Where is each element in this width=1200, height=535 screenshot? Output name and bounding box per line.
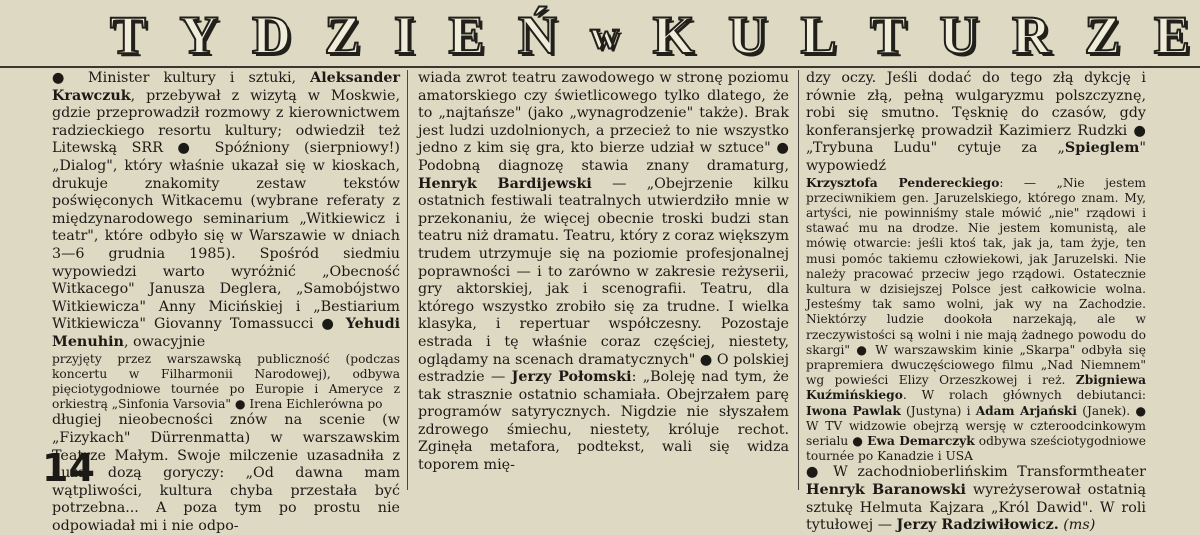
text-run: — „Obejrzenie kilku ostatnich festiwali teatralnych utwierdziło mnie w przekonaniu, że więcej obecnie troski budzi stan teatru niż dramatu. Teatru, który z coraz większym trudem utrzymuje się na poziomie profesjonalnej poprawności — i to zarówno w zakresie reżyserii, gry aktorskiej, jak i scenografii. Teatru, dla którego wszystko zrobiło się za trudne. I wielka klasyka, i repertuar współczesny. Pozostaje estrada i tę właśnie coraz częściej, niestety, oglądamy na scenach dramatycznych" ● O polskiej estradzie —: [418, 175, 789, 386]
small-paragraph: [806, 176, 1146, 465]
person-name: Henryk Bardijewski: [418, 175, 592, 192]
text-run: dzy oczy. Jeśli dodać do tego złą dykcję i równie złą, pełną wulgaryzmu polszczyznę, robi się smutno. Tęsknię do czasów, gdy konferansjerkę prowadził Kazimierz Rudzki ● „Trybuna Ludu" cytuje za „: [806, 70, 1146, 157]
person-name: Adam Arjański: [975, 403, 1078, 418]
magazine-name: Spieglem: [1064, 140, 1140, 157]
paragraph: [806, 464, 1146, 534]
person-name: Yehudi Menuhin: [52, 316, 400, 350]
title-letter: I: [393, 5, 415, 65]
column-3: [806, 70, 1146, 535]
person-name: Jerzy Połomski: [511, 369, 632, 386]
text-run: . W rolach głównych debiutanci:: [902, 388, 1146, 403]
paragraph: [418, 70, 789, 475]
person-name: Jerzy Radziwiłowicz.: [896, 517, 1059, 534]
text-run: ● W zachodnioberlińskim Transformtheater: [806, 464, 1146, 481]
text-run: odbywa sześciotygodniowe tournée po Kanadzie i USA: [806, 434, 1146, 464]
column-divider: [407, 70, 408, 490]
section-title: [110, 4, 1190, 66]
text-run: (Janek). ● W TV widzowie obejrzą wersję w czteroodcinkowym serialu ●: [806, 403, 1147, 449]
person-name: Krzysztofa Pendereckiego: [806, 175, 1000, 190]
title-letter: Z: [1084, 5, 1121, 65]
title-letter: Z: [324, 5, 361, 65]
person-name: Iwona Pawlak: [806, 403, 901, 418]
title-letter: T: [110, 5, 147, 65]
author-signature: (ms): [1058, 517, 1096, 534]
title-letter: Ń: [517, 5, 557, 65]
person-name: Aleksander Krawczuk: [52, 70, 400, 104]
title-letter: U: [728, 5, 768, 65]
column-1: [52, 70, 400, 535]
title-letter: R: [1011, 5, 1051, 65]
title-letter: E: [1153, 5, 1190, 65]
title-letter: w: [590, 12, 620, 57]
text-run: " wypowiedź: [806, 140, 1146, 174]
title-letter: Y: [179, 5, 219, 65]
title-letter: K: [652, 5, 695, 65]
person-name: Ewa Demarczyk: [867, 434, 975, 449]
text-run: ● Minister kultury i sztuki,: [52, 70, 311, 86]
text-run: : „Boleję nad tym, że tak strasznie ostatnio schamiała. Obejrzałem parę programów satyrycznych. Nigdzie nie słyszałem zdrowego śmiechu, niestety, króluje rechot. Zginęła metafora, podtekst, wali się widza toporem mię-: [418, 369, 790, 474]
title-letter: L: [800, 5, 837, 65]
column-2: [418, 70, 789, 475]
text-run: : — „Nie jestem przeciwnikiem gen. Jaruzelskiego, którego znam. My, artyści, nie powinniśmy stale mówić „nie" rządowi i stawać mu na drodze. Nie jestem komunistą, ale mówię otwarcie: jeśli ktoś tak, jak ja, tam żyje, ten musi pomóc takiemu człowiekowi, jak Jaruzelski. Nie należy pracować przeciw jego rządowi. Ostatecznie kultura w dzisiejszej Polsce jest całkowicie wolna. Jesteśmy tak samo wolni, jak wy na Zachodzie. Niektórzy ludzie dookoła narzekają, ale w rzeczywistości są wolni i nie mają żadnego powodu do skargi" ● W warszawskim kinie „Skarpa" odbyła się prapremiera dwuczęściowego filmu „Nad Niemnem" wg powieści Elizy Orzeszkowej i reż.: [806, 175, 1146, 388]
paragraph: [806, 70, 1146, 176]
paragraph: [52, 70, 400, 352]
person-name: Henryk Baranowski: [806, 482, 966, 499]
title-letter: E: [448, 5, 485, 65]
title-letter: T: [870, 5, 907, 65]
paragraph: długiej nieobecności znów na scenie (w „Fizykach" Dürrenmatta) w warszawskim Teatrze Małym. Swoje milczenie uzasadniła z dużą dozą goryczy: „Od dawna mam wątpliwości, kultura chyba przestała być potrzebna... A poza tym po prostu nie odpowiadał mi i nie odpo-: [52, 412, 400, 534]
text-run: , przebywał z wizytą w Moskwie, gdzie przeprowadził rozmowy z kierownictwem radzieckiego resortu kultury; odwiedził też Litewską SRR ● Spóźniony (sierpniowy!) „Dialog", który właśnie ukazał się w kioskach, drukuje znakomity zestaw tekstów poświęconych Witkacemu (wybrane referaty z międzynarodowego seminarium „Witkiewicz i teatr", które odbyło się w Warszawie w dniach 3—6 grudnia 1985). Spośród siedmiu wypowiedzi warto wyróżnić „Obecność Witkacego" Janusza Deglera, „Samobójstwo Witkiewicza" Anny Micińskiej i „Bestiarium Witkiewicza" Giovanny Tomassucci ●: [52, 87, 400, 333]
small-paragraph: przyjęty przez warszawską publiczność (podczas koncertu w Filharmonii Narodowej), odbywa pięciotygodniowe tournée po Europie i Ameryce z orkiestrą „Sinfonia Varsovia" ● Irena Eichlerówna po: [52, 351, 400, 412]
title-rule: [0, 66, 1200, 68]
page-number: 14: [42, 446, 95, 490]
person-name: Zbigniewa Kuźmińskiego: [806, 373, 1146, 403]
text-run: wyreżyserował ostatnią sztukę Helmuta Kajzara „Król Dawid". W roli tytułowej —: [806, 482, 1146, 534]
text-run: , owacyjnie: [123, 333, 206, 350]
title-letter: U: [939, 5, 979, 65]
text-run: (Justyna) i: [900, 403, 976, 418]
title-letter: D: [251, 5, 291, 65]
column-divider: [798, 70, 799, 490]
text-run: wiada zwrot teatru zawodowego w stronę poziomu amatorskiego czy świetlicowego tylko dlatego, że to „najtańsze" (jako „wynagrodzenie" także). Brak jest ludzi uzdolnionych, a przecież to nie wszystko jedno z kim się gra, kto bierze udział w sztuce" ● Podobną diagnozę stawia znany dramaturg,: [418, 70, 789, 174]
